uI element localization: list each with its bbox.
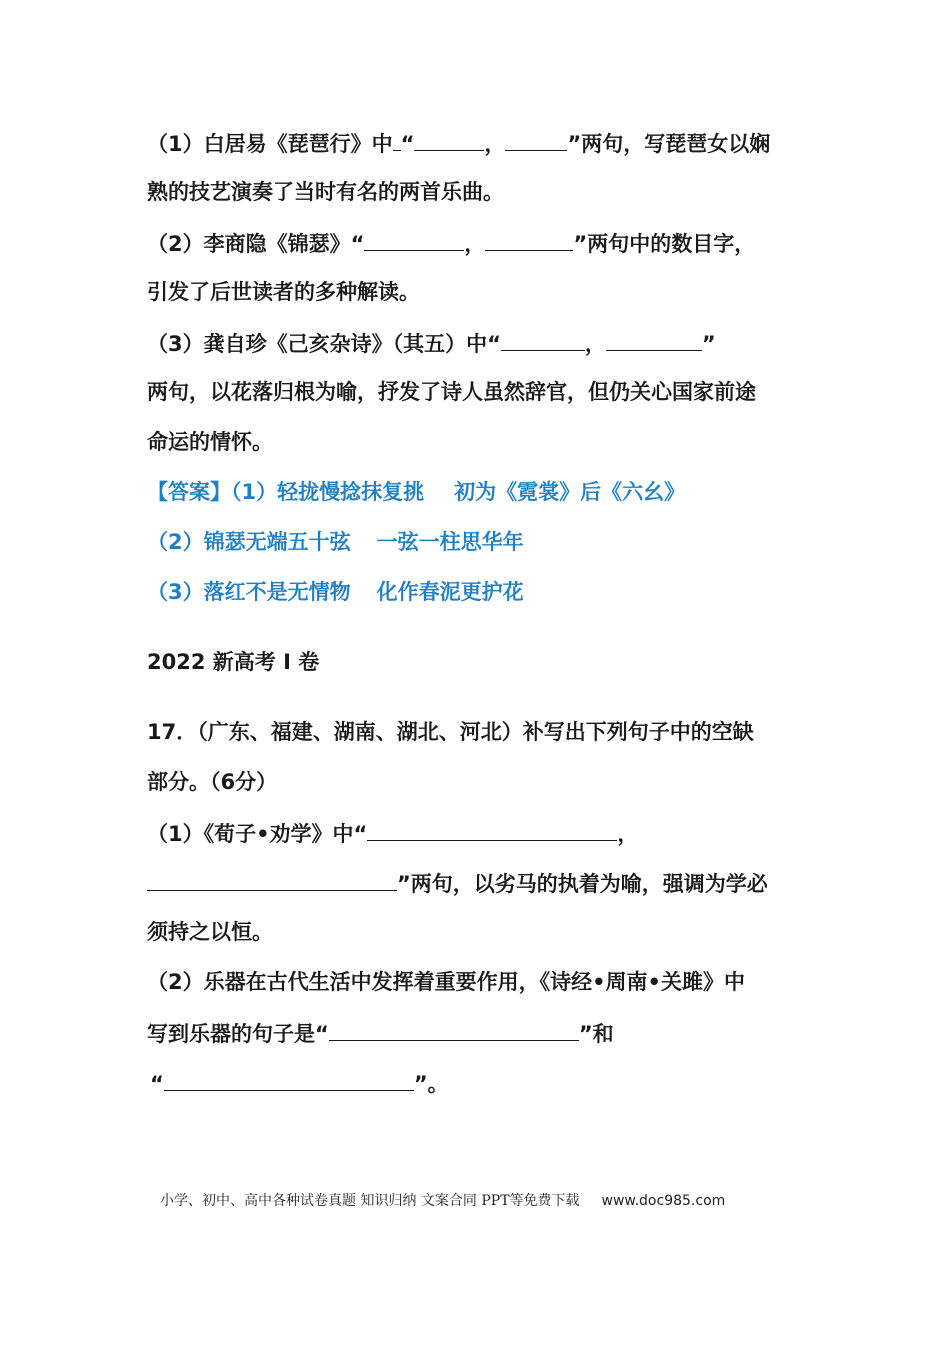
footer-text: 小学、初中、高中各种试卷真题 知识归纳 文案合同 PPT等免费下载	[160, 1193, 580, 1209]
p1-suffix: ”两句，以劣马的执着为喻，强调为学必	[397, 872, 768, 896]
p2-suffix: ”和	[578, 1022, 614, 1046]
quote-close: ”	[701, 332, 716, 356]
q17-line-1: 17．（广东、福建、湖南、湖北、河北）补写出下列句子中的空缺	[147, 720, 754, 744]
q1-prefix: （1）白居易《琵琶行》中	[147, 132, 393, 156]
q17-line-2: 部分。（6分）	[147, 770, 278, 794]
q3-line-3: 命运的情怀。	[147, 430, 273, 454]
answer-2b: 一弦一柱思华年	[376, 530, 524, 554]
blank	[364, 228, 464, 251]
q1-line-2: 熟的技艺演奏了当时有名的两首乐曲。	[147, 180, 504, 204]
quote-close: ”。	[413, 1072, 449, 1096]
q3-line-2: 两句，以花落归根为喻，抒发了诗人虽然辞官，但仍关心国家前途	[147, 380, 756, 404]
blank	[329, 1018, 579, 1041]
blank	[485, 228, 573, 251]
quote-open: “	[400, 132, 415, 156]
answer-2a: （2）锦瑟无端五十弦	[147, 530, 351, 554]
answer-3a: （3）落红不是无情物	[147, 580, 351, 604]
q3-line-1	[147, 328, 817, 358]
answer-1b: 初为《霓裳》后《六幺》	[454, 480, 686, 504]
p2-line-2	[147, 1018, 817, 1048]
blank	[505, 128, 567, 151]
answer-3b: 化作春泥更护花	[376, 580, 524, 604]
answer-line-3	[147, 578, 817, 606]
p1-prefix: （1）《荀子•劝学》中“	[147, 822, 368, 846]
q2-suffix: ”两句中的数目字，	[573, 232, 756, 256]
footer-url[interactable]: www.doc985.com	[601, 1193, 726, 1209]
quote-open: “	[150, 1072, 164, 1096]
p1-line-3: 须持之以恒。	[147, 920, 273, 944]
comma: ，	[464, 232, 486, 256]
blank	[164, 1068, 414, 1091]
page-footer	[160, 1190, 800, 1210]
section-heading: 2022 新高考 I 卷	[147, 650, 320, 674]
answer-line-1	[147, 478, 817, 506]
q1-suffix: ”两句，写琵琶女以娴	[567, 132, 771, 156]
blank	[501, 328, 585, 351]
p2-line-3	[150, 1068, 820, 1098]
p2-line-1: （2）乐器在古代生活中发挥着重要作用，《诗经•周南•关雎》中	[147, 970, 745, 994]
blank	[367, 818, 617, 841]
q2-line-2: 引发了后世读者的多种解读。	[147, 280, 420, 304]
q2-line-1	[147, 228, 817, 258]
q1-line-1	[147, 128, 817, 158]
answer-line-2	[147, 528, 817, 556]
p1-line-1	[147, 818, 817, 848]
answer-1a: 【答案】（1）轻拢慢捻抹复挑	[147, 480, 425, 504]
q3-prefix: （3）龚自珍《己亥杂诗》（其五）中“	[147, 332, 501, 356]
blank	[606, 328, 702, 351]
comma: ，	[617, 822, 639, 846]
p1-line-2	[147, 868, 817, 898]
comma: ，	[584, 332, 606, 356]
q2-prefix: （2）李商隐《锦瑟》“	[147, 232, 365, 256]
blank	[414, 128, 484, 151]
p2-prefix: 写到乐器的句子是“	[147, 1022, 329, 1046]
blank	[147, 868, 397, 891]
comma: ，	[484, 132, 506, 156]
blank	[393, 128, 401, 151]
